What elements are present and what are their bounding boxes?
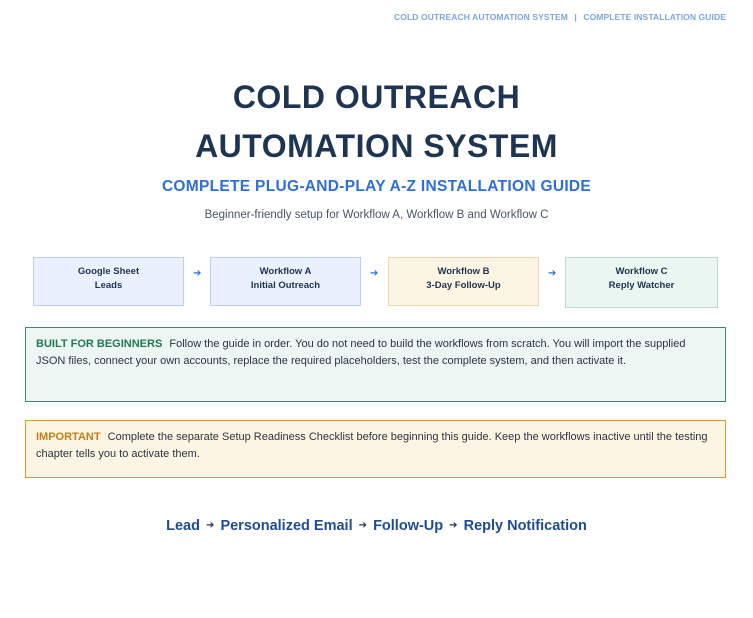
flow-step-title: Workflow B [437,266,490,277]
flow-step-workflow-b [388,257,539,306]
flow-step-title: Workflow C [615,266,668,277]
beginners-text: Follow the guide in order. You do not need to build the workflows from scratch. You will import the supplied JSON files, connect your own accounts, replace the required placeholders, test the complete system, and then activate it. [36,338,686,367]
arrow-right-icon: ➔ [370,268,379,279]
beginners-callout [25,327,726,402]
document-header [394,12,726,22]
title-line-1: COLD OUTREACH [232,79,521,115]
workflow-diagram [33,257,718,308]
pipeline-summary [0,518,753,534]
flow-step-subtitle: 3-Day Follow-Up [426,280,501,291]
flow-step-workflow-c [565,257,718,308]
pipeline-item-lead: Lead [166,518,200,534]
flow-step-workflow-a [210,257,361,306]
flow-step-title: Workflow A [259,266,312,277]
pipeline-item-follow-up: Follow-Up [373,518,444,534]
important-callout [25,420,726,478]
title-line-2: AUTOMATION SYSTEM [195,128,558,164]
important-label: IMPORTANT [36,431,101,443]
flow-step-title: Google Sheet [77,266,140,277]
page-title [0,73,753,171]
pipeline-item-personalized-email: Personalized Email [220,518,353,534]
important-text: Complete the separate Setup Readiness Checklist before beginning this guide. Keep the workflows inactive until the testing chapter tells you to activate them. [36,431,708,460]
arrow-right-icon: ➔ [206,520,215,531]
flow-step-subtitle: Reply Watcher [608,280,675,291]
header-right: COMPLETE INSTALLATION GUIDE [583,12,726,22]
pipeline-item-reply-notification: Reply Notification [463,518,587,534]
arrow-right-icon: ➔ [449,520,458,531]
flow-step-subtitle: Leads [94,280,123,291]
flow-step-google-sheet [33,257,184,306]
tagline: Beginner-friendly setup for Workflow A, Workflow B and Workflow C [204,209,549,221]
header-separator: | [574,12,577,22]
arrow-right-icon: ➔ [548,268,557,279]
page-subtitle: COMPLETE PLUG-AND-PLAY A-Z INSTALLATION GUIDE [161,178,592,195]
arrow-right-icon: ➔ [358,520,368,531]
beginners-label: BUILT FOR BEGINNERS [36,338,163,350]
arrow-right-icon: ➔ [193,268,202,279]
flow-step-subtitle: Initial Outreach [250,280,321,291]
header-left: COLD OUTREACH AUTOMATION SYSTEM [394,12,568,22]
